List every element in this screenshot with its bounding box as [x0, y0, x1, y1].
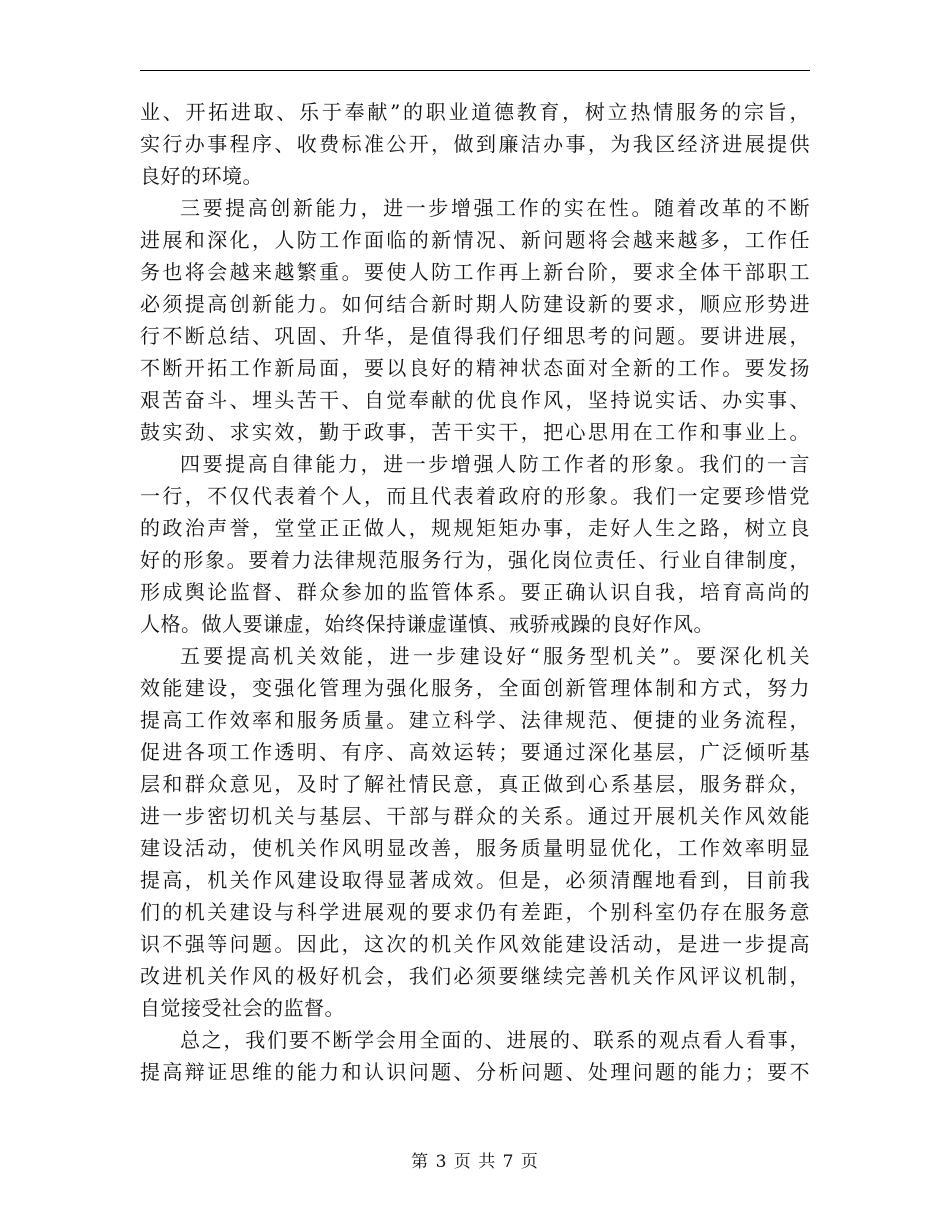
text-line: 提高工作效率和服务质量。建立科学、法律规范、便捷的业务流程， — [140, 708, 810, 732]
text-line: 层和群众意见，及时了解社情民意，真正做到心系基层，服务群众， — [140, 772, 810, 796]
text-line: 进一步密切机关与基层、干部与群众的关系。通过开展机关作风效能 — [140, 804, 810, 828]
header-rule — [140, 70, 810, 71]
text-line: 自觉接受社会的监督。 — [140, 996, 345, 1020]
text-line: 四要提高自律能力，进一步增强人防工作者的形象。我们的一言 — [180, 452, 810, 476]
text-line: 建设活动，使机关作风明显改善，服务质量明显优化，工作效率明显 — [140, 836, 810, 860]
text-line: 三要提高创新能力，进一步增强工作的实在性。随着改革的不断 — [180, 196, 810, 220]
text-line: 行不断总结、巩固、升华，是值得我们仔细思考的问题。要讲进展， — [140, 324, 810, 348]
text-line: 务也将会越来越繁重。要使人防工作再上新台阶，要求全体干部职工 — [140, 260, 810, 284]
text-line: 进展和深化，人防工作面临的新情况、新问题将会越来越多，工作任 — [140, 228, 810, 252]
text-line: 识不强等问题。因此，这次的机关作风效能建设活动，是进一步提高 — [140, 932, 810, 956]
paragraph-innovation — [140, 192, 810, 448]
paragraph-continuation — [140, 96, 810, 192]
text-line: 鼓实劲、求实效，勤于政事，苦干实干，把心思用在工作和事业上。 — [140, 420, 810, 444]
text-line: 艰苦奋斗、埋头苦干、自觉奉献的优良作风，坚持说实话、办实事、 — [140, 388, 810, 412]
text-line: 必须提高创新能力。如何结合新时期人防建设新的要求，顺应形势进 — [140, 292, 810, 316]
text-line: 提高辩证思维的能力和认识问题、分析问题、处理问题的能力；要不 — [140, 1060, 810, 1084]
text-line: 形成舆论监督、群众参加的监管体系。要正确认识自我，培育高尚的 — [140, 580, 810, 604]
paragraph-efficiency — [140, 640, 810, 1024]
text-line: 促进各项工作透明、有序、高效运转；要通过深化基层，广泛倾听基 — [140, 740, 810, 764]
body-text — [140, 96, 810, 1088]
paragraph-self-discipline — [140, 448, 810, 640]
text-line: 不断开拓工作新局面，要以良好的精神状态面对全新的工作。要发扬 — [140, 356, 810, 380]
text-line: 效能建设，变强化管理为强化服务，全面创新管理体制和方式，努力 — [140, 676, 810, 700]
text-line: 五要提高机关效能，进一步建设好“服务型机关”。要深化机关 — [180, 644, 810, 668]
text-line: 一行，不仅代表着个人，而且代表着政府的形象。我们一定要珍惜党 — [140, 484, 810, 508]
text-line: 人格。做人要谦虚，始终保持谦虚谨慎、戒骄戒躁的良好作风。 — [140, 612, 714, 636]
text-line: 的政治声誉，堂堂正正做人，规规矩矩办事，走好人生之路，树立良 — [140, 516, 810, 540]
text-line: 实行办事程序、收费标准公开，做到廉洁办事，为我区经济进展提供 — [140, 132, 810, 156]
text-line: 总之，我们要不断学会用全面的、进展的、联系的观点看人看事， — [180, 1028, 810, 1052]
page-number: 第 3 页 共 7 页 — [411, 1152, 539, 1172]
text-line: 良好的环境。 — [140, 164, 263, 188]
text-line: 好的形象。要着力法律规范服务行为，强化岗位责任、行业自律制度， — [140, 548, 810, 572]
paragraph-conclusion — [140, 1024, 810, 1088]
text-line: 们的机关建设与科学进展观的要求仍有差距，个别科室仍存在服务意 — [140, 900, 810, 924]
text-line: 改进机关作风的极好机会，我们必须要继续完善机关作风评议机制， — [140, 964, 810, 988]
text-line: 业、开拓进取、乐于奉献”的职业道德教育，树立热情服务的宗旨， — [140, 100, 810, 124]
text-line: 提高，机关作风建设取得显著成效。但是，必须清醒地看到，目前我 — [140, 868, 810, 892]
